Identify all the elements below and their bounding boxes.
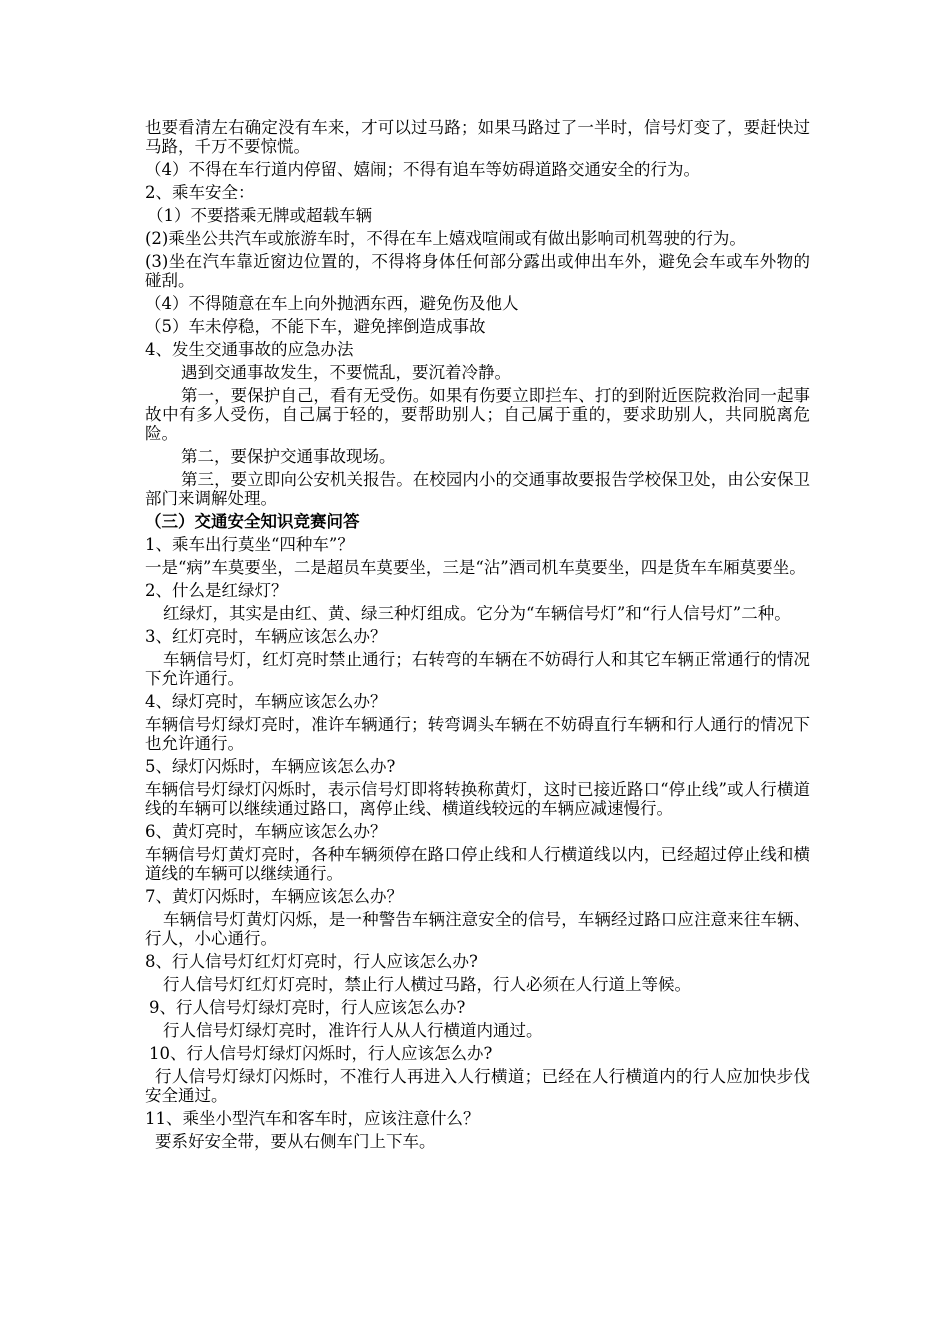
answer-7: 车辆信号灯黄灯闪烁，是一种警告车辆注意安全的信号，车辆经过路口应注意来往车辆、行人，小心通行。 (145, 910, 810, 948)
paragraph-riding-rule-1: （1）不要搭乘无牌或超载车辆 (147, 206, 372, 225)
question-5: 5、绿灯闪烁时，车辆应该怎么办? (145, 757, 396, 776)
answer-4: 车辆信号灯绿灯亮时，准许车辆通行；转弯调头车辆在不妨碍直行车辆和行人通行的情况下也允许通行。 (145, 715, 810, 753)
answer-9: 行人信号灯绿灯亮时，准许行人从人行横道内通过。 (163, 1021, 543, 1040)
paragraph-step-three: 第三，要立即向公安机关报告。在校园内小的交通事故要报告学校保卫处，由公安保卫部门来调解处理。 (145, 470, 810, 508)
paragraph-no-loitering: （4）不得在车行道内停留、嬉闹；不得有追车等妨碍道路交通安全的行为。 (145, 160, 700, 179)
paragraph-riding-rule-5: （5）车未停稳，不能下车，避免摔倒造成事故 (145, 317, 486, 336)
question-4: 4、绿灯亮时，车辆应该怎么办？ (145, 692, 387, 711)
section-riding-safety: 2、乘车安全： (145, 183, 255, 202)
paragraph-riding-rule-2: (2)乘坐公共汽车或旅游车时，不得在车上嬉戏喧闹或有做出影响司机驾驶的行为。 (145, 229, 746, 248)
question-3: 3、红灯亮时，车辆应该怎么办？ (145, 627, 387, 646)
question-9: 9、行人信号灯绿灯亮时，行人应该怎么办? (149, 998, 466, 1017)
answer-11: 要系好安全带，要从右侧车门上下车。 (155, 1132, 436, 1151)
answer-3: 车辆信号灯，红灯亮时禁止通行；右转弯的车辆在不妨碍行人和其它车辆正常通行的情况下允许通行。 (145, 650, 810, 688)
answer-1: 一是“病”车莫要坐，二是超员车莫要坐，三是“沾”酒司机车莫要坐，四是货车车厢莫要坐。 (145, 558, 806, 577)
paragraph-riding-rule-4: （4）不得随意在车上向外抛洒东西，避免伤及他人 (145, 294, 519, 313)
question-7: 7、黄灯闪烁时，车辆应该怎么办？ (145, 887, 403, 906)
question-2: 2、什么是红绿灯？ (145, 581, 288, 600)
question-10: 10、行人信号灯绿灯闪烁时，行人应该怎么办? (149, 1044, 493, 1063)
answer-8: 行人信号灯红灯灯亮时，禁止行人横过马路，行人必须在人行道上等候。 (163, 975, 691, 994)
answer-6: 车辆信号灯黄灯亮时，各种车辆须停在路口停止线和人行横道线以内，已经超过停止线和横道线的车辆可以继续通行。 (145, 845, 810, 883)
answer-2: 红绿灯，其实是由红、黄、绿三种灯组成。它分为“车辆信号灯”和“行人信号灯”二种。 (163, 604, 791, 623)
paragraph-cross-road-continued: 也要看清左右确定没有车来，才可以过马路；如果马路过了一半时，信号灯变了，要赶快过马路，千万不要惊慌。 (145, 118, 810, 156)
answer-5: 车辆信号灯绿灯闪烁时，表示信号灯即将转换称黄灯，这时已接近路口“停止线”或人行横道线的车辆可以继续通过路口，离停止线、横道线较远的车辆应减速慢行。 (145, 780, 810, 818)
document-page (145, 118, 810, 1155)
question-11: 11、乘坐小型汽车和客车时，应该注意什么？ (145, 1109, 480, 1128)
question-6: 6、黄灯亮时，车辆应该怎么办？ (145, 822, 387, 841)
question-8: 8、行人信号灯红灯灯亮时，行人应该怎么办? (145, 952, 478, 971)
paragraph-riding-rule-3: (3)坐在汽车靠近窗边位置的，不得将身体任何部分露出或伸出车外，避免会车或车外物的碰刮。 (145, 252, 810, 290)
paragraph-stay-calm: 遇到交通事故发生，不要慌乱，要沉着冷静。 (181, 363, 511, 382)
paragraph-step-two: 第二，要保护交通事故现场。 (181, 447, 396, 466)
paragraph-step-one: 第一，要保护自己，看有无受伤。如果有伤要立即拦车、打的到附近医院救治同一起事故中有多人受伤，自己属于轻的，要帮助别人；自己属于重的，要求助别人，共同脱离危险。 (145, 386, 810, 443)
section-accident-response: 4、发生交通事故的应急办法 (145, 340, 354, 359)
question-1: 1、乘车出行莫坐“四种车”？ (145, 535, 354, 554)
answer-10: 行人信号灯绿灯闪烁时，不准行人再进入人行横道；已经在人行横道内的行人应加快步伐安全通过。 (145, 1067, 810, 1105)
section-quiz-heading: （三）交通安全知识竞赛问答 (145, 512, 360, 531)
